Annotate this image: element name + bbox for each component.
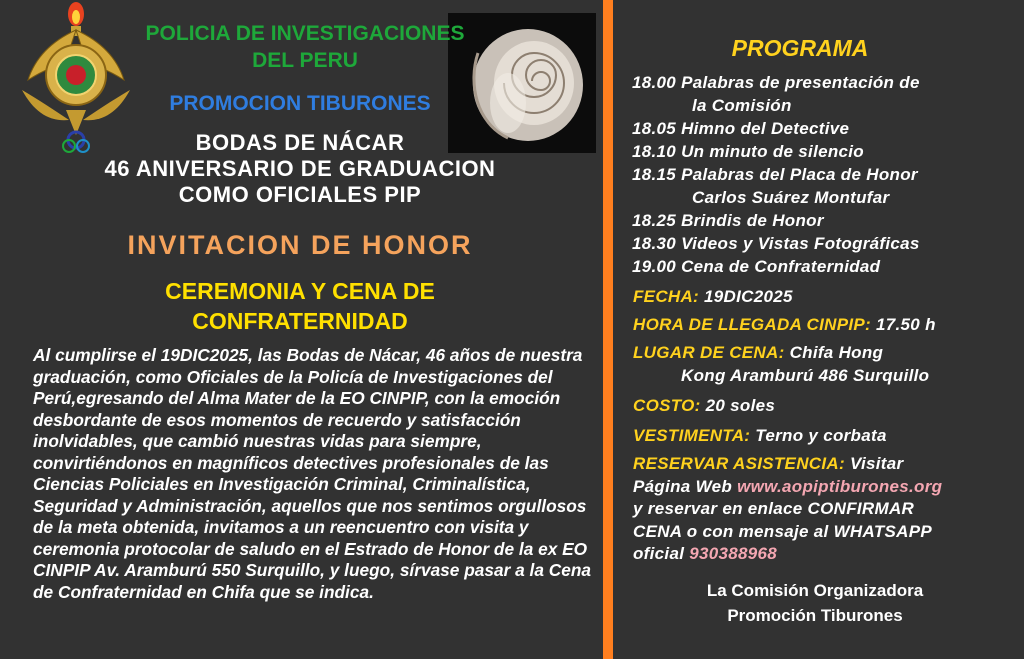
reservation-label: RESERVAR ASISTENCIA: (633, 454, 845, 473)
date-row (633, 287, 793, 307)
anniversary-line1: BODAS DE NÁCAR (195, 130, 405, 155)
invitation-title: INVITACION DE HONOR (127, 230, 473, 260)
dinner-place-row (633, 343, 883, 363)
cost-label: COSTO: (633, 396, 701, 415)
ceremony-title (120, 276, 480, 336)
reservation-text: CENA o con mensaje al WHATSAPP (633, 521, 932, 541)
reservation-text: Visitar (849, 454, 904, 473)
program-list (632, 71, 1012, 278)
organizing-committee (640, 578, 990, 628)
website-link[interactable]: www.aopiptiburones.org (737, 476, 943, 496)
program-item: 18.15 Palabras del Placa de Honor (632, 165, 918, 184)
reservation-text: oficial (633, 544, 685, 563)
arrival-time-row (633, 315, 936, 335)
program-item: 18.10 Un minuto de silencio (632, 142, 864, 161)
committee-line1: La Comisión Organizadora (706, 581, 924, 600)
cost-value: 20 soles (705, 396, 776, 415)
program-item: 18.30 Videos y Vistas Fotográficas (632, 234, 920, 253)
dinner-address: Kong Aramburú 486 Surquillo (681, 366, 930, 385)
committee-line2: Promoción Tiburones (727, 606, 903, 625)
reservation-block (633, 453, 942, 566)
reservation-text: y reservar en enlace CONFIRMAR (633, 499, 915, 518)
organization-title (130, 20, 480, 74)
dress-code-row (633, 426, 887, 446)
dress-code-label: VESTIMENTA: (633, 426, 751, 445)
arrival-time-value: 17.50 h (876, 315, 936, 334)
date-value: 19DIC2025 (704, 287, 793, 306)
vertical-divider (603, 0, 613, 659)
arrival-time-label: HORA DE LLEGADA CINPIP: (633, 315, 871, 334)
ceremony-line2: CONFRATERNIDAD (192, 308, 408, 334)
cost-row (633, 396, 775, 416)
invitation-body-text: Al cumplirse el 19DIC2025, las Bodas de Nácar, 46 años de nuestra graduación, como Oficiales de la Policía de Investigaciones del Perú,egresando del Alma Mater de la EO CINPIP, con la emoción desbordante de esos momentos de recuerdo y satisfacción inolvidables, que cambió nuestras vidas para siempre, convirtiéndonos en magníficos detectives profesionales de las Ciencias Policiales en Investigación Criminal, Criminalística, Seguridad y Administración, aquellos que nos sentimos orgullosos de la meta obtenida, invitamos a un reencuentro con visita y ceremonia protocolar de saludo en el Estrado de Honor de la ex EO CINPIP Av. Aramburú 550 Surquillo, y luego, sírvase pasar a la Cena de Confraternidad en Chifa que se indica. (33, 345, 592, 602)
program-item: 19.00 Cena de Confraternidad (632, 257, 881, 276)
program-item: la Comisión (692, 96, 792, 115)
dinner-place-label: LUGAR DE CENA: (633, 343, 785, 362)
anniversary-line2: 46 ANIVERSARIO DE GRADUACION (104, 156, 496, 181)
anniversary-line3: COMO OFICIALES PIP (178, 182, 422, 207)
dress-code-value: Terno y corbata (755, 426, 887, 445)
ceremony-line1: CEREMONIA Y CENA DE (165, 278, 435, 304)
promotion-name: PROMOCION TIBURONES (169, 92, 431, 115)
reservation-text: Página Web (633, 476, 733, 496)
program-item: 18.00 Palabras de presentación de (632, 73, 920, 92)
whatsapp-number[interactable]: 930388968 (689, 544, 778, 563)
program-title: PROGRAMA (731, 35, 869, 61)
org-title-line2: DEL PERU (252, 49, 358, 72)
program-item: 18.05 Himno del Detective (632, 119, 850, 138)
org-title-line1: POLICIA DE INVESTIGACIONES (145, 22, 465, 45)
date-label: FECHA: (633, 287, 700, 306)
program-item: 18.25 Brindis de Honor (632, 211, 824, 230)
program-item: Carlos Suárez Montufar (692, 188, 890, 207)
dinner-place-value: Chifa Hong (789, 343, 884, 362)
anniversary-heading (0, 130, 600, 208)
